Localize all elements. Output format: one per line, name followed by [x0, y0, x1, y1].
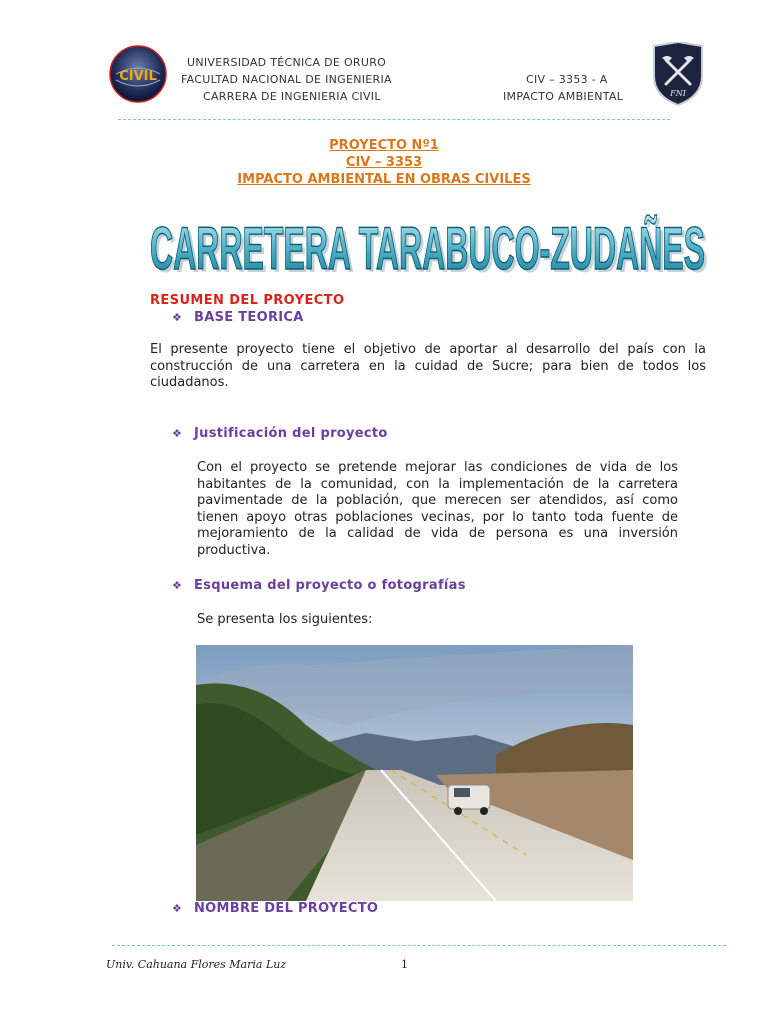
road-title: CARRETERA TARABUCO-ZUDAÑES [150, 215, 705, 282]
page-number: 1 [401, 958, 408, 971]
project-subject: IMPACTO AMBIENTAL EN OBRAS CIVILES [237, 172, 531, 187]
course-name: IMPACTO AMBIENTAL [503, 90, 624, 103]
name-heading: NOMBRE DEL PROYECTO [194, 901, 379, 916]
civil-logo [108, 44, 168, 104]
scheme-paragraph: Se presenta los siguientes: [197, 612, 373, 627]
fni-shield-logo [650, 42, 706, 106]
diamond-bullet-icon: ❖ [172, 902, 183, 915]
justification-paragraph: Con el proyecto se pretende mejorar las condiciones de vida de los habitantes de la comunidad, con la implementación de la carretera pavimentade de la población, que merecen ser atendidos, así como tienen apoyo otras poblaciones vecinas, por lo tanto toda fuente de mejoramiento de la calidad de vida de persona es una inversión productiva. [197, 460, 678, 558]
diamond-bullet-icon: ❖ [172, 579, 183, 592]
road-title-shadow: CARRETERA TARABUCO-ZUDAÑES [153, 218, 708, 282]
footer-author: Univ. Cahuana Flores Maria Luz [106, 958, 287, 971]
civil-logo-text: CIVIL [119, 69, 157, 84]
footer-divider [112, 945, 726, 947]
name-heading-row [172, 901, 378, 916]
summary-heading: RESUMEN DEL PROYECTO [150, 293, 345, 308]
justification-heading-row [172, 426, 388, 441]
scheme-heading: Esquema del proyecto o fotografías [194, 578, 466, 593]
justification-heading: Justificación del proyecto [194, 426, 388, 441]
career-name: CARRERA DE INGENIERIA CIVIL [203, 90, 381, 103]
diamond-bullet-icon: ❖ [172, 427, 183, 440]
course-code: CIV – 3353 - A [526, 73, 608, 86]
base-heading: BASE TEORICA [194, 310, 304, 325]
project-number: PROYECTO Nº1 [329, 138, 439, 153]
scheme-heading-row [172, 578, 466, 593]
base-heading-row [172, 310, 304, 325]
road-title-wordart [150, 212, 720, 282]
header-divider [118, 119, 670, 121]
road-photo [196, 645, 633, 901]
fni-logo-text: FNI [670, 89, 686, 98]
diamond-bullet-icon: ❖ [172, 311, 183, 324]
project-code: CIV – 3353 [345, 155, 423, 170]
faculty-name: FACULTAD NACIONAL DE INGENIERIA [181, 73, 392, 86]
university-name: UNIVERSIDAD TÉCNICA DE ORURO [187, 56, 387, 69]
base-paragraph: El presente proyecto tiene el objetivo de aportar al desarrollo del país con la construcción de una carretera en la cuidad de Sucre; para bien de todos los ciudadanos. [150, 342, 706, 391]
